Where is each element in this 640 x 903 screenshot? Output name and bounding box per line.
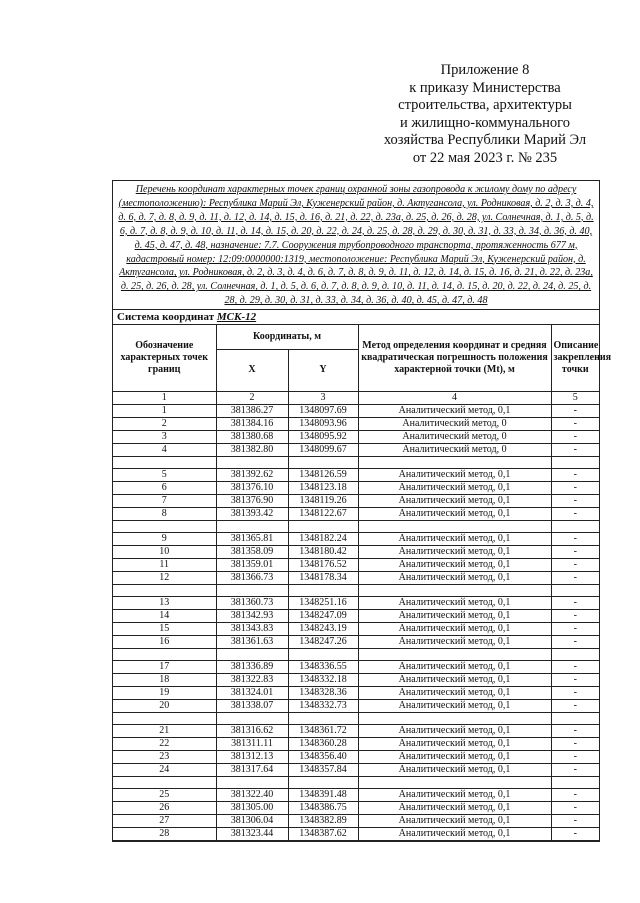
- coord-y: 1348387.62: [288, 827, 358, 840]
- empty-cell: [288, 584, 358, 596]
- coordinate-system-label: Система координат: [117, 311, 215, 324]
- fixation: -: [551, 686, 599, 699]
- coord-x: 381360.73: [216, 596, 288, 609]
- coord-x: 381380.68: [216, 430, 288, 443]
- method: Аналитический метод, 0,1: [358, 788, 551, 801]
- empty-cell: [216, 776, 288, 788]
- coord-x: 381361.63: [216, 635, 288, 648]
- coord-x: 381342.93: [216, 609, 288, 622]
- coord-x: 381316.62: [216, 724, 288, 737]
- column-number: 2: [216, 391, 288, 404]
- method: Аналитический метод, 0: [358, 443, 551, 456]
- method: Аналитический метод, 0,1: [358, 750, 551, 763]
- header-fixation: Описание закрепления точки: [551, 325, 599, 391]
- table-row: [113, 750, 599, 763]
- fixation: -: [551, 724, 599, 737]
- fixation: -: [551, 788, 599, 801]
- point-number: 20: [113, 699, 216, 712]
- table-row: [113, 494, 599, 507]
- table-row: [113, 788, 599, 801]
- empty-cell: [288, 456, 358, 468]
- coord-x: 381317.64: [216, 763, 288, 776]
- fixation: -: [551, 660, 599, 673]
- empty-cell: [113, 648, 216, 660]
- empty-cell: [216, 584, 288, 596]
- table-row: [113, 724, 599, 737]
- coordinates-frame: [112, 180, 612, 842]
- coord-x: 381392.62: [216, 468, 288, 481]
- empty-cell: [358, 648, 551, 660]
- separator-row: [113, 776, 599, 788]
- fixation: -: [551, 827, 599, 840]
- table-row: [113, 430, 599, 443]
- zone-description: Перечень координат характерных точек границ охранной зоны газопровода к жилому дому по адресу (местоположению): Республика Марий Эл, Куженерский район, д. Актугансола, ул. Родниковая, д. 2, д. 3, д. 4, д. 6, д. 7, д. 8, д. 9, д. 11, д. 12, д. 14, д. 15, д. 16, д. 21, д. 22, д. 23а, д. 25, д. 26, д. 28, ул. Солнечная, д. 1, д. 5, д. 6, д. 7, д. 8, д. 9, д. 10, д. 11, д. 14, д. 15, д. 20, д. 22, д. 24, д. 25, д. 28, д. 29, д. 30, д. 31, д. 33, д. 34, д. 36, д. 40, д. 45, д. 47, д. 48, назначение: 7.7. Сооружения трубопроводного транспорта, протяженность 677 м, кадастровый номер: 12:09:0000000:1319, местоположение: Республика Марий Эл, Куженерский район, д. Актугансола, ул. Родниковая, д. 2, д. 3, д. 4, д. 6, д. 7, д. 8, д. 9, д. 11, д. 12, д. 14, д. 15, д. 16, д. 21, д. 22, д. 23а, д. 25, д. 26, д. 28, ул. Солнечная, д. 1, д. 5, д. 6, д. 7, д. 8, д. 9, д. 10, д. 11, д. 14, д. 15, д. 20, д. 22, д. 24, д. 25, д. 28, д. 29, д. 30, д. 31, д. 33, д. 34, д. 36, д. 40, д. 45, д. 47, д. 48: [113, 181, 599, 310]
- table-row: [113, 481, 599, 494]
- table-row: [113, 686, 599, 699]
- fixation: -: [551, 532, 599, 545]
- header-x: X: [216, 349, 288, 391]
- coord-y: 1348243.19: [288, 622, 358, 635]
- fixation: -: [551, 622, 599, 635]
- coord-y: 1348247.09: [288, 609, 358, 622]
- header-line: Приложение 8: [440, 62, 530, 78]
- empty-cell: [288, 648, 358, 660]
- coordinate-system-value: МСК-12: [216, 311, 257, 324]
- separator-row: [113, 584, 599, 596]
- empty-cell: [113, 776, 216, 788]
- empty-cell: [113, 520, 216, 532]
- method: Аналитический метод, 0,1: [358, 686, 551, 699]
- table-row: [113, 507, 599, 520]
- table-row: [113, 558, 599, 571]
- point-number: 17: [113, 660, 216, 673]
- coord-y: 1348180.42: [288, 545, 358, 558]
- empty-cell: [551, 712, 599, 724]
- coord-y: 1348182.24: [288, 532, 358, 545]
- point-number: 2: [113, 417, 216, 430]
- point-number: 22: [113, 737, 216, 750]
- coord-x: 381376.10: [216, 481, 288, 494]
- point-number: 14: [113, 609, 216, 622]
- point-number: 28: [113, 827, 216, 840]
- point-number: 10: [113, 545, 216, 558]
- header-line: и жилищно-коммунального: [399, 114, 571, 131]
- table-row: [113, 609, 599, 622]
- empty-cell: [358, 456, 551, 468]
- empty-cell: [216, 712, 288, 724]
- method: Аналитический метод, 0,1: [358, 622, 551, 635]
- coord-y: 1348097.69: [288, 404, 358, 417]
- table-row: [113, 417, 599, 430]
- fixation: -: [551, 609, 599, 622]
- coord-x: 381311.11: [216, 737, 288, 750]
- fixation: -: [551, 417, 599, 430]
- empty-cell: [551, 520, 599, 532]
- coord-y: 1348126.59: [288, 468, 358, 481]
- empty-cell: [113, 584, 216, 596]
- coord-x: 381365.81: [216, 532, 288, 545]
- header-coordinates: Координаты, м: [216, 325, 358, 349]
- separator-row: [113, 456, 599, 468]
- fixation: -: [551, 545, 599, 558]
- empty-cell: [358, 584, 551, 596]
- coord-y: 1348119.26: [288, 494, 358, 507]
- method: Аналитический метод, 0,1: [358, 699, 551, 712]
- table-row: [113, 635, 599, 648]
- point-number: 21: [113, 724, 216, 737]
- coord-y: 1348332.73: [288, 699, 358, 712]
- fixation: -: [551, 635, 599, 648]
- coord-y: 1348382.89: [288, 814, 358, 827]
- coord-x: 381358.09: [216, 545, 288, 558]
- point-number: 12: [113, 571, 216, 584]
- point-number: 8: [113, 507, 216, 520]
- empty-cell: [113, 456, 216, 468]
- coord-x: 381386.27: [216, 404, 288, 417]
- method: Аналитический метод, 0,1: [358, 468, 551, 481]
- table-row: [113, 443, 599, 456]
- coord-y: 1348093.96: [288, 417, 358, 430]
- column-number: 5: [551, 391, 599, 404]
- empty-cell: [288, 776, 358, 788]
- fixation: -: [551, 430, 599, 443]
- method: Аналитический метод, 0,1: [358, 635, 551, 648]
- fixation: -: [551, 737, 599, 750]
- coord-y: 1348336.55: [288, 660, 358, 673]
- method: Аналитический метод, 0: [358, 417, 551, 430]
- table-body: [113, 404, 599, 840]
- method: Аналитический метод, 0,1: [358, 724, 551, 737]
- coord-x: 381376.90: [216, 494, 288, 507]
- method: Аналитический метод, 0,1: [358, 827, 551, 840]
- coord-x: 381336.89: [216, 660, 288, 673]
- coord-x: 381322.40: [216, 788, 288, 801]
- fixation: -: [551, 468, 599, 481]
- coord-x: 381393.42: [216, 507, 288, 520]
- point-number: 25: [113, 788, 216, 801]
- coord-x: 381324.01: [216, 686, 288, 699]
- coord-x: 381384.16: [216, 417, 288, 430]
- fixation: -: [551, 443, 599, 456]
- point-number: 18: [113, 673, 216, 686]
- coord-x: 381338.07: [216, 699, 288, 712]
- fixation: -: [551, 814, 599, 827]
- method: Аналитический метод, 0,1: [358, 571, 551, 584]
- header-line: к приказу Министерства: [409, 79, 561, 96]
- header-line: хозяйства Республики Марий Эл: [383, 132, 587, 148]
- coord-y: 1348251.16: [288, 596, 358, 609]
- header-point: Обозначение характерных точек границ: [113, 325, 216, 391]
- fixation: -: [551, 596, 599, 609]
- table-row: [113, 814, 599, 827]
- method: Аналитический метод, 0,1: [358, 737, 551, 750]
- table-row: [113, 571, 599, 584]
- point-number: 16: [113, 635, 216, 648]
- coord-y: 1348176.52: [288, 558, 358, 571]
- coord-x: 381343.83: [216, 622, 288, 635]
- point-number: 26: [113, 801, 216, 814]
- empty-cell: [358, 776, 551, 788]
- empty-cell: [216, 520, 288, 532]
- fixation: -: [551, 750, 599, 763]
- point-number: 13: [113, 596, 216, 609]
- coord-y: 1348095.92: [288, 430, 358, 443]
- method: Аналитический метод, 0,1: [358, 507, 551, 520]
- table-row: [113, 622, 599, 635]
- point-number: 7: [113, 494, 216, 507]
- point-number: 4: [113, 443, 216, 456]
- point-number: 1: [113, 404, 216, 417]
- coordinates-table: [113, 325, 612, 841]
- header-line: строительства, архитектуры: [398, 97, 572, 113]
- method: Аналитический метод, 0,1: [358, 801, 551, 814]
- method: Аналитический метод, 0,1: [358, 609, 551, 622]
- table-row: [113, 699, 599, 712]
- method: Аналитический метод, 0,1: [358, 481, 551, 494]
- empty-cell: [551, 584, 599, 596]
- table-row: [113, 673, 599, 686]
- coord-x: 381382.80: [216, 443, 288, 456]
- table-row: [113, 737, 599, 750]
- point-number: 5: [113, 468, 216, 481]
- empty-cell: [551, 456, 599, 468]
- column-number: 3: [288, 391, 358, 404]
- coord-x: 381323.44: [216, 827, 288, 840]
- coord-y: 1348328.36: [288, 686, 358, 699]
- table-row: [113, 660, 599, 673]
- point-number: 15: [113, 622, 216, 635]
- method: Аналитический метод, 0,1: [358, 596, 551, 609]
- coord-x: 381366.73: [216, 571, 288, 584]
- coord-y: 1348386.75: [288, 801, 358, 814]
- method: Аналитический метод, 0,1: [358, 558, 551, 571]
- header-line: от 22 мая 2023 г. № 235: [412, 149, 558, 166]
- coord-y: 1348099.67: [288, 443, 358, 456]
- coord-x: 381305.00: [216, 801, 288, 814]
- method: Аналитический метод, 0,1: [358, 673, 551, 686]
- fixation: -: [551, 507, 599, 520]
- table-row: [113, 827, 599, 840]
- coord-y: 1348332.18: [288, 673, 358, 686]
- fixation: -: [551, 404, 599, 417]
- coord-y: 1348360.28: [288, 737, 358, 750]
- method: Аналитический метод, 0,1: [358, 494, 551, 507]
- order-header: [335, 62, 635, 167]
- coord-y: 1348361.72: [288, 724, 358, 737]
- empty-cell: [358, 520, 551, 532]
- point-number: 19: [113, 686, 216, 699]
- column-number: 1: [113, 391, 216, 404]
- table-row: [113, 801, 599, 814]
- coord-x: 381306.04: [216, 814, 288, 827]
- fixation: -: [551, 481, 599, 494]
- method: Аналитический метод, 0,1: [358, 660, 551, 673]
- column-number: 4: [358, 391, 551, 404]
- fixation: -: [551, 571, 599, 584]
- empty-cell: [216, 456, 288, 468]
- fixation: -: [551, 801, 599, 814]
- fixation: -: [551, 558, 599, 571]
- table-row: [113, 763, 599, 776]
- coord-y: 1348357.84: [288, 763, 358, 776]
- table-row: [113, 404, 599, 417]
- point-number: 6: [113, 481, 216, 494]
- point-number: 3: [113, 430, 216, 443]
- point-number: 23: [113, 750, 216, 763]
- empty-cell: [551, 648, 599, 660]
- fixation: -: [551, 699, 599, 712]
- header-method: Метод определения координат и средняя квадратическая погрешность положения характерной точки (Mt), м: [358, 325, 551, 391]
- method: Аналитический метод, 0,1: [358, 545, 551, 558]
- empty-cell: [288, 520, 358, 532]
- separator-row: [113, 648, 599, 660]
- empty-cell: [216, 648, 288, 660]
- coord-x: 381312.13: [216, 750, 288, 763]
- point-number: 27: [113, 814, 216, 827]
- method: Аналитический метод, 0,1: [358, 763, 551, 776]
- table-row: [113, 545, 599, 558]
- separator-row: [113, 712, 599, 724]
- fixation: -: [551, 763, 599, 776]
- coord-x: 381322.83: [216, 673, 288, 686]
- coord-y: 1348356.40: [288, 750, 358, 763]
- empty-cell: [358, 712, 551, 724]
- coordinate-system-line: [113, 310, 599, 325]
- fixation: -: [551, 494, 599, 507]
- coord-y: 1348178.34: [288, 571, 358, 584]
- method: Аналитический метод, 0,1: [358, 404, 551, 417]
- method: Аналитический метод, 0: [358, 430, 551, 443]
- coord-y: 1348122.67: [288, 507, 358, 520]
- header-y: Y: [288, 349, 358, 391]
- empty-cell: [288, 712, 358, 724]
- empty-cell: [551, 776, 599, 788]
- table-row: [113, 596, 599, 609]
- coord-y: 1348247.26: [288, 635, 358, 648]
- method: Аналитический метод, 0,1: [358, 532, 551, 545]
- coord-x: 381359.01: [216, 558, 288, 571]
- method: Аналитический метод, 0,1: [358, 814, 551, 827]
- separator-row: [113, 520, 599, 532]
- empty-cell: [113, 712, 216, 724]
- point-number: 24: [113, 763, 216, 776]
- fixation: -: [551, 673, 599, 686]
- coord-y: 1348391.48: [288, 788, 358, 801]
- table-row: [113, 532, 599, 545]
- point-number: 9: [113, 532, 216, 545]
- table-row: [113, 468, 599, 481]
- coord-y: 1348123.18: [288, 481, 358, 494]
- point-number: 11: [113, 558, 216, 571]
